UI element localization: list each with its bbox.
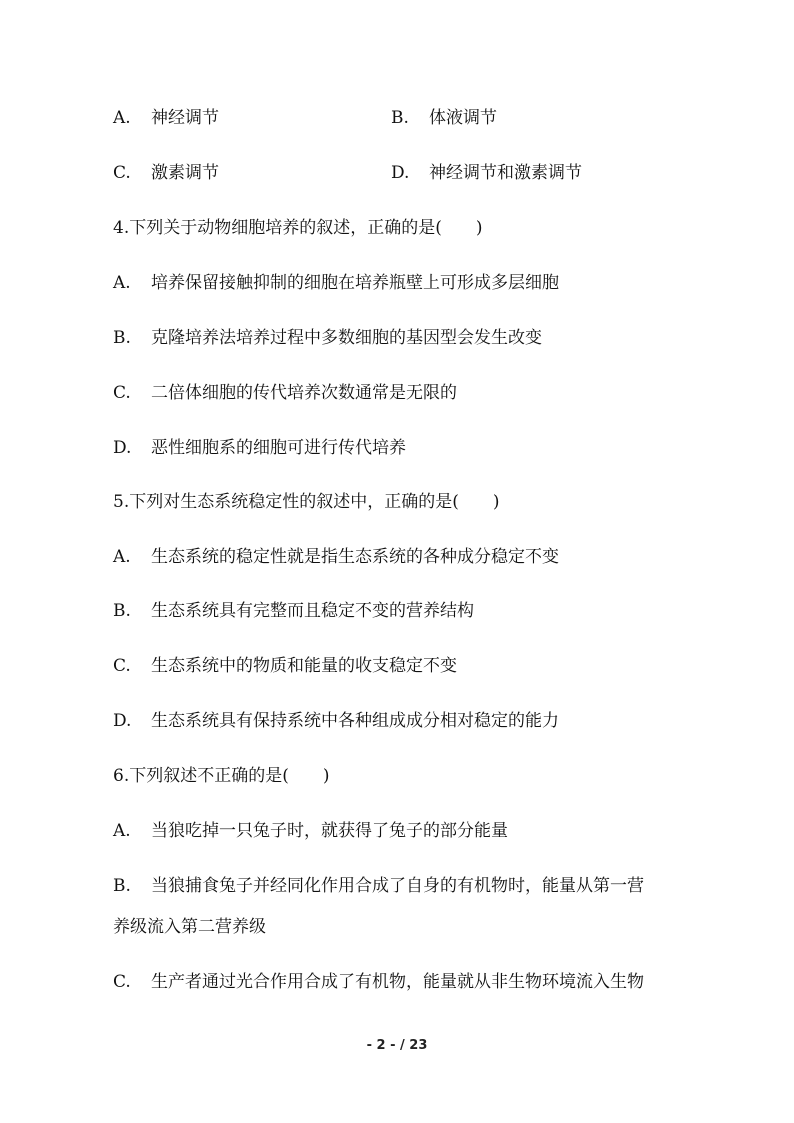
option-letter: B. [113,876,131,896]
q6-option-c [113,970,644,994]
option-letter: D. [113,438,132,458]
option-letter: D. [113,711,132,731]
q6-option-b-continued [113,915,266,939]
option-text: 体液调节 [429,108,497,128]
option-letter: B. [391,108,409,128]
option-text: 生产者通过光合作用合成了有机物，能量就从非生物环境流入生物 [151,972,644,992]
q3-option-c [113,161,219,185]
q6-option-a [113,819,508,843]
q5-stem: 5.下列对生态系统稳定性的叙述中，正确的是( ) [113,492,500,512]
option-text: 神经调节和激素调节 [429,163,582,183]
q4-option-d [113,436,406,460]
q6-option-b [113,874,644,898]
option-text: 当狼捕食兔子并经同化作用合成了自身的有机物时，能量从第一营 [151,876,644,896]
q3-option-a [113,106,219,130]
q5-option-a [113,545,559,569]
q4-option-c [113,381,457,405]
option-letter: D. [391,163,410,183]
option-text: 养级流入第二营养级 [113,917,266,937]
option-text: 恶性细胞系的细胞可进行传代培养 [151,438,406,458]
q4-stem: 4.下列关于动物细胞培养的叙述，正确的是( ) [113,218,483,238]
option-text: 神经调节 [151,108,219,128]
option-letter: C. [113,972,131,992]
q3-option-b [391,106,497,130]
option-text: 克隆培养法培养过程中多数细胞的基因型会发生改变 [151,328,542,348]
option-letter: A. [113,547,131,567]
option-text: 生态系统的稳定性就是指生态系统的各种成分稳定不变 [151,547,559,567]
q3-option-d [391,161,582,185]
option-letter: C. [113,163,131,183]
option-letter: A. [113,108,131,128]
option-letter: C. [113,656,131,676]
option-letter: A. [113,273,131,293]
option-text: 当狼吃掉一只兔子时，就获得了兔子的部分能量 [151,821,508,841]
q5-option-b [113,599,474,623]
option-text: 二倍体细胞的传代培养次数通常是无限的 [151,383,457,403]
q5-option-d [113,709,559,733]
q5-option-c [113,654,457,678]
option-text: 激素调节 [151,163,219,183]
option-letter: B. [113,328,131,348]
option-letter: A. [113,821,131,841]
q4-option-a [113,271,559,295]
option-text: 生态系统中的物质和能量的收支稳定不变 [151,656,457,676]
option-letter: C. [113,383,131,403]
page-number: - 2 - / 23 [366,1038,428,1053]
q4-option-b [113,326,542,350]
option-text: 生态系统具有完整而且稳定不变的营养结构 [151,601,474,621]
option-text: 生态系统具有保持系统中各种组成成分相对稳定的能力 [151,711,559,731]
option-text: 培养保留接触抑制的细胞在培养瓶壁上可形成多层细胞 [151,273,559,293]
option-letter: B. [113,601,131,621]
q6-stem: 6.下列叙述不正确的是( ) [113,766,330,786]
